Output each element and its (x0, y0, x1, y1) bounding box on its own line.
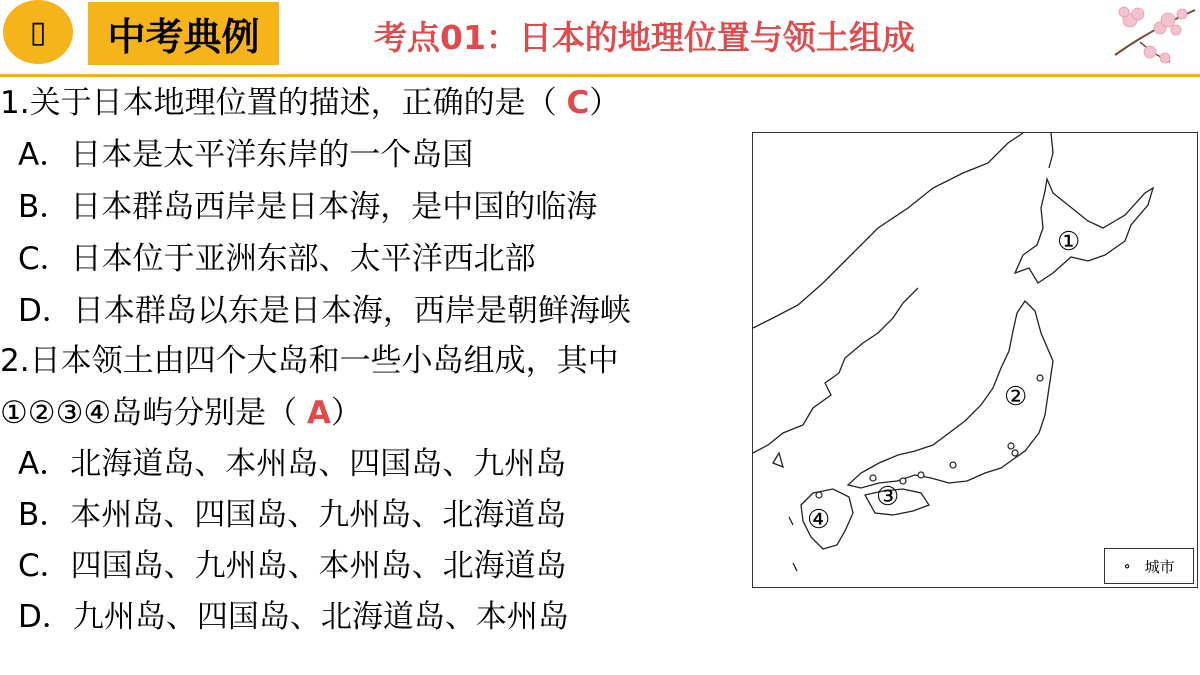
question-2-option-a: A．北海道岛、本州岛、四国岛、九州岛 (18, 446, 567, 482)
question-2-option-c: C．四国岛、九州岛、本州岛、北海道岛 (18, 548, 567, 584)
sakhalin-coast (1049, 133, 1053, 168)
header-divider (0, 74, 1200, 77)
legend-label: 城市 (1144, 557, 1175, 576)
city-marker (918, 472, 924, 478)
question-2-option-d: D．九州岛、四国岛、北海道岛、本州岛 (18, 599, 569, 635)
map-label-3: ③ (876, 482, 900, 512)
small-island (789, 517, 793, 525)
city-marker (1012, 450, 1018, 456)
header (0, 0, 1200, 70)
section-badge: 中考典例 (88, 2, 279, 65)
map-label-1: ① (1057, 227, 1081, 257)
city-marker (950, 462, 956, 468)
korea-coastline (753, 288, 918, 453)
city-marker (1037, 375, 1043, 381)
tsushima-island (773, 453, 783, 467)
topic-title: 考点01：日本的地理位置与领土组成 (374, 18, 915, 57)
city-marker (1008, 443, 1014, 449)
question-1-answer: C (566, 85, 590, 121)
section-icon (3, 0, 73, 64)
question-2-answer: A (307, 395, 332, 431)
japan-map (752, 132, 1198, 588)
question-2-option-b: B．本州岛、四国岛、九州岛、北海道岛 (18, 497, 567, 533)
cherry-blossom-decoration (1110, 0, 1200, 75)
continent-coastline (753, 133, 1023, 328)
question-1-option-b: B．日本群岛西岸是日本海，是中国的临海 (18, 189, 598, 225)
question-1-option-a: A．日本是太平洋东岸的一个岛国 (18, 137, 474, 173)
city-marker (900, 478, 906, 484)
question-1-stem (0, 85, 620, 121)
map-label-2: ② (1004, 382, 1028, 412)
question-1-paren: ） (589, 85, 621, 121)
question-1-option-c: C．日本位于亚洲东部、太平洋西北部 (18, 241, 536, 277)
question-2-stem-line-1: 2.日本领土由四个大岛和一些小岛组成，其中 (0, 343, 619, 379)
city-symbol-icon: ∘ (1123, 557, 1131, 575)
question-1-text: 1.关于日本地理位置的描述，正确的是（ (0, 85, 567, 121)
map-legend (1104, 548, 1194, 584)
city-marker (870, 475, 876, 481)
hokkaido-coast (1015, 179, 1153, 283)
question-2-stem-line-2 (0, 395, 362, 431)
small-island (793, 563, 797, 571)
section-icon-glyph: ▯ (29, 14, 47, 50)
question-2-text: ①②③④岛屿分别是（ (0, 395, 308, 431)
question-1-option-d: D．日本群岛以东是日本海，西岸是朝鲜海峡 (18, 293, 631, 329)
city-marker (816, 492, 822, 498)
question-2-paren: ） (331, 395, 363, 431)
map-label-4: ④ (807, 505, 831, 535)
